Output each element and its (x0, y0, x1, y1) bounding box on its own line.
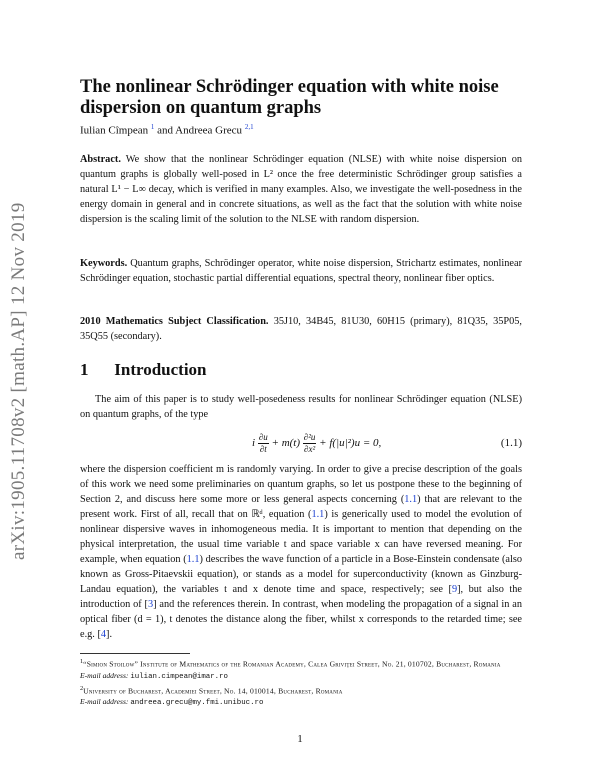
abstract-label: Abstract. (80, 154, 121, 165)
equation-1-1 (80, 428, 522, 460)
intro-paragraph-1: The aim of this paper is to study well-posedeness results for nonlinear Schrödinger equation (NLSE) on quantum graphs, of the type (80, 394, 522, 420)
author-2: Andreea Grecu (175, 124, 243, 137)
abstract-text: We show that the nonlinear Schrödinger equation (NLSE) with white noise dispersion on quantum graphs is globally well-posed in L² once the free deterministic Schrödinger group satisfies a natural L¹ − L∞ decay, which is verified in many examples. Also, we investigate the well-posedness in the energy domain in general and in concrete situations, as well as the fact that the solution with white noise dispersion is the scaling limit of the solution to the NLSE with random dispersion. (80, 154, 522, 225)
footnote-2-email-line (80, 696, 522, 709)
citation-link[interactable]: 9 (451, 584, 458, 595)
intro2-part-4: ) describes the wave function of a particle in a Bose-Einstein condensate (also known as Gross-Pitaevskii equation), or stands as a model for superconductivity (known as Ginzburg-Landau equation), the variables t and x denote time and space, respectively; see [ (80, 554, 522, 595)
author-1-footnote-mark[interactable]: 1 (150, 123, 155, 131)
footnote-1-email-line (80, 670, 522, 683)
keywords (80, 256, 522, 286)
section-heading (80, 360, 207, 380)
footnote-rule (80, 653, 190, 654)
intro2-part-6: ] and the references therein. In contrast, when modeling the propagation of a signal in an optical fiber (d = 1), t denotes the distance along the fiber, whilst x corresponds to the retarded time; see e.g. [ (80, 599, 522, 640)
footnote-2-email[interactable]: andreea.grecu@my.fmi.unibuc.ro (130, 699, 264, 708)
eq-frac2-numerator: ∂²u (303, 432, 316, 442)
footnote-1-mark: 1 (80, 658, 84, 665)
equation-ref-link[interactable]: 1.1 (311, 509, 325, 520)
equation-ref-link[interactable]: 1.1 (186, 554, 200, 565)
eq-frac1-denominator: ∂t (259, 444, 267, 454)
equation-number: (1.1) (500, 437, 522, 449)
msc-classification (80, 314, 522, 344)
equation-ref-link[interactable]: 1.1 (404, 494, 418, 505)
section-title: Introduction (114, 360, 207, 379)
keywords-label: Keywords. (80, 258, 128, 269)
intro-paragraph-2 (80, 462, 522, 642)
page-number: 1 (297, 733, 303, 745)
msc-label: 2010 Mathematics Subject Classification. (80, 316, 269, 327)
paper-title: The nonlinear Schrödinger equation with white noise dispersion on quantum graphs (80, 77, 499, 118)
eq-frac1-numerator: ∂u (258, 432, 268, 442)
author-2-footnote-mark[interactable]: 2,1 (244, 123, 254, 131)
author-line (80, 123, 254, 137)
footnote-2-mark: 2 (80, 684, 84, 692)
footnote-1-affiliation: “Simion Stoilow” Institute of Mathematics of the Romanian Academy, Calea Griviţei Street, No. 21, 010702, Bucharest, Romania (83, 659, 501, 669)
abstract (80, 152, 522, 227)
footnotes (80, 656, 522, 709)
footnote-1 (80, 656, 522, 670)
section-number: 1 (80, 360, 89, 379)
equation-body (252, 432, 381, 455)
footnote-2 (80, 683, 522, 697)
msc-text: 35J10, 34B45, 81U30, 60H15 (primary), 81Q35, 35P05, 35Q55 (secondary). (80, 316, 523, 342)
eq-tail-term: + f(|u|²)u = 0, (319, 437, 382, 450)
intro2-part-1: where the dispersion coefficient m is randomly varying. In order to give a precise description of the goals of this work we need some preliminaries on quantum graphs, so let us postpone these to the beginning of Section 2, and discuss here some more or less general aspects concerning ( (80, 464, 522, 505)
eq-middle-term: + m(t) (271, 437, 301, 450)
intro2-part-3: ) is generically used to model the evolution of nonlinear dispersive waves in inhomogeneous media. It is important to mention that depending on the physical interpretation, the usual time variable t and space variable x can have reversed meaning. For example, when equation ( (80, 509, 522, 565)
eq-imag-unit: i (252, 437, 256, 450)
eq-fraction-dx2 (303, 432, 317, 455)
footnote-2-affiliation: University of Bucharest, Academiei Street, No. 14, 010014, Bucharest, Romania (83, 686, 343, 696)
intro2-part-5: ], but also the introduction of [ (80, 584, 522, 610)
author-1: Iulian Cîmpean (80, 124, 149, 137)
citation-link[interactable]: 4 (100, 629, 107, 640)
author-conjunction: and (157, 124, 174, 137)
keywords-text: Quantum graphs, Schrödinger operator, white noise dispersion, Strichartz estimates, nonlinear Schrödinger equation, stochastic partial differential equations, spectral theory, nonlinear fiber optics. (80, 258, 522, 284)
footnote-1-email[interactable]: iulian.cimpean@imar.ro (130, 672, 228, 681)
arxiv-stamp: arXiv:1905.11708v2 [math.AP] 12 Nov 2019 (8, 202, 29, 560)
eq-frac2-denominator: ∂x² (304, 444, 316, 454)
eq-fraction-dt (258, 432, 269, 455)
intro2-part-2: ) that are relevant to the present work. First of all, recall that on ℝᵈ, equation ( (80, 494, 522, 520)
citation-link[interactable]: 3 (147, 599, 154, 610)
footnote-1-email-label: E-mail address: (80, 670, 129, 680)
footnote-2-email-label: E-mail address: (80, 697, 129, 707)
intro2-part-7: ]. (106, 629, 113, 640)
